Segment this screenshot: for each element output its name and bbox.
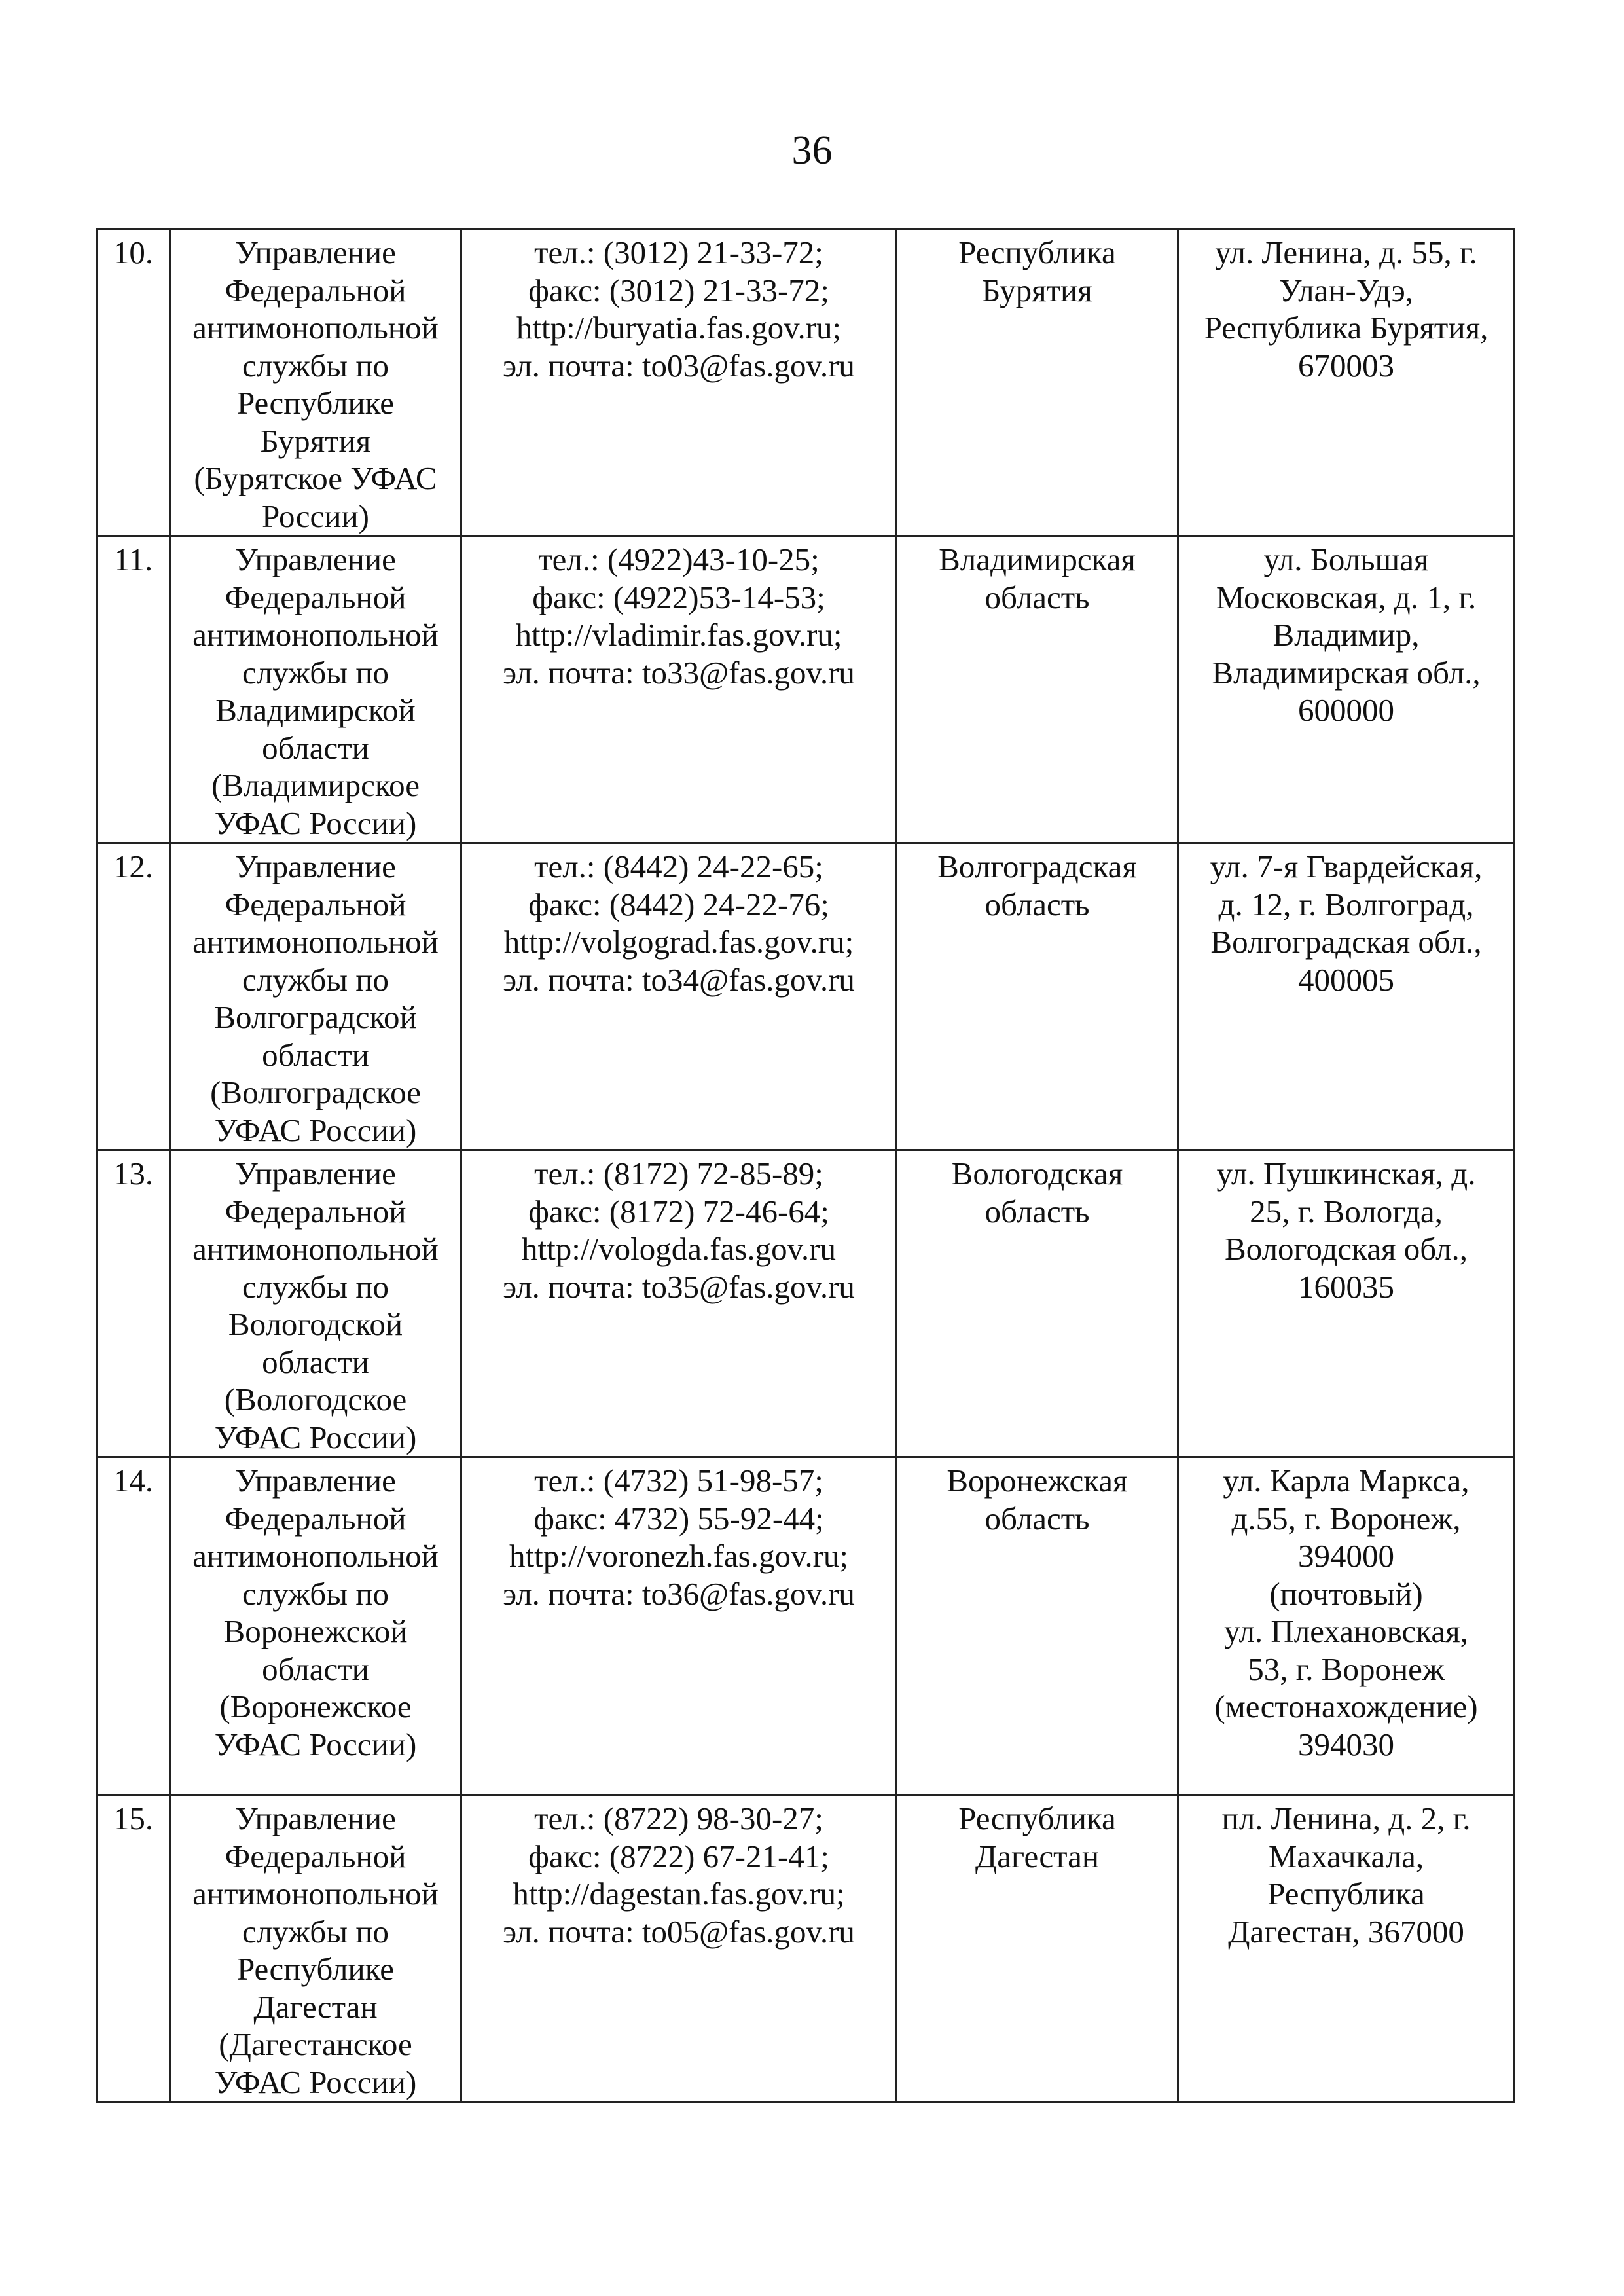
office-contacts: тел.: (4922)43-10-25; факс: (4922)53-14-53; http://vladimir.fas.gov.ru; эл. почта: to33@fas.gov.ru xyxy=(461,536,897,843)
office-region: Волгоградская область xyxy=(897,843,1178,1150)
table-row xyxy=(97,229,1515,536)
table-row xyxy=(97,1795,1515,2102)
office-region: Вологодская область xyxy=(897,1150,1178,1457)
row-number: 13. xyxy=(97,1150,170,1457)
office-region: Республика Дагестан xyxy=(897,1795,1178,2102)
office-name: Управление Федеральной антимонопольной службы по Вологодской области (Вологодское УФАС России) xyxy=(170,1150,461,1457)
row-number: 12. xyxy=(97,843,170,1150)
row-number: 10. xyxy=(97,229,170,536)
office-name: Управление Федеральной антимонопольной службы по Воронежской области (Воронежское УФАС России) xyxy=(170,1457,461,1795)
page-number: 36 xyxy=(791,128,833,173)
office-name: Управление Федеральной антимонопольной службы по Республике Дагестан (Дагестанское УФАС России) xyxy=(170,1795,461,2102)
row-number: 14. xyxy=(97,1457,170,1795)
table-row xyxy=(97,843,1515,1150)
office-contacts: тел.: (8722) 98-30-27; факс: (8722) 67-21-41; http://dagestan.fas.gov.ru; эл. почта: to05@fas.gov.ru xyxy=(461,1795,897,2102)
office-address: ул. Ленина, д. 55, г. Улан-Удэ, Республика Бурятия, 670003 xyxy=(1178,229,1515,536)
row-number: 11. xyxy=(97,536,170,843)
office-name: Управление Федеральной антимонопольной службы по Республике Бурятия (Бурятское УФАС России) xyxy=(170,229,461,536)
office-name: Управление Федеральной антимонопольной службы по Владимирской области (Владимирское УФАС России) xyxy=(170,536,461,843)
office-address: ул. 7-я Гвардейская, д. 12, г. Волгоград, Волгоградская обл., 400005 xyxy=(1178,843,1515,1150)
office-region: Воронежская область xyxy=(897,1457,1178,1795)
office-contacts: тел.: (8172) 72-85-89; факс: (8172) 72-46-64; http://vologda.fas.gov.ru эл. почта: to35@fas.gov.ru xyxy=(461,1150,897,1457)
office-contacts: тел.: (4732) 51-98-57; факс: 4732) 55-92-44; http://voronezh.fas.gov.ru; эл. почта: to36@fas.gov.ru xyxy=(461,1457,897,1795)
table-row xyxy=(97,536,1515,843)
office-name: Управление Федеральной антимонопольной службы по Волгоградской области (Волгоградское УФАС России) xyxy=(170,843,461,1150)
office-region: Владимирская область xyxy=(897,536,1178,843)
row-number: 15. xyxy=(97,1795,170,2102)
office-contacts: тел.: (8442) 24-22-65; факс: (8442) 24-22-76; http://volgograd.fas.gov.ru; эл. почта: to34@fas.gov.ru xyxy=(461,843,897,1150)
office-address: пл. Ленина, д. 2, г. Махачкала, Республика Дагестан, 367000 xyxy=(1178,1795,1515,2102)
table-row xyxy=(97,1457,1515,1795)
table-row xyxy=(97,1150,1515,1457)
office-region: Республика Бурятия xyxy=(897,229,1178,536)
office-address: ул. Карла Маркса, д.55, г. Воронеж, 394000 (почтовый) ул. Плехановская, 53, г. Воронеж (местонахождение) 394030 xyxy=(1178,1457,1515,1795)
office-address: ул. Большая Московская, д. 1, г. Владимир, Владимирская обл., 600000 xyxy=(1178,536,1515,843)
office-contacts: тел.: (3012) 21-33-72; факс: (3012) 21-33-72; http://buryatia.fas.gov.ru; эл. почта: to03@fas.gov.ru xyxy=(461,229,897,536)
office-address: ул. Пушкинская, д. 25, г. Вологда, Вологодская обл., 160035 xyxy=(1178,1150,1515,1457)
fas-offices-table xyxy=(96,228,1515,2103)
